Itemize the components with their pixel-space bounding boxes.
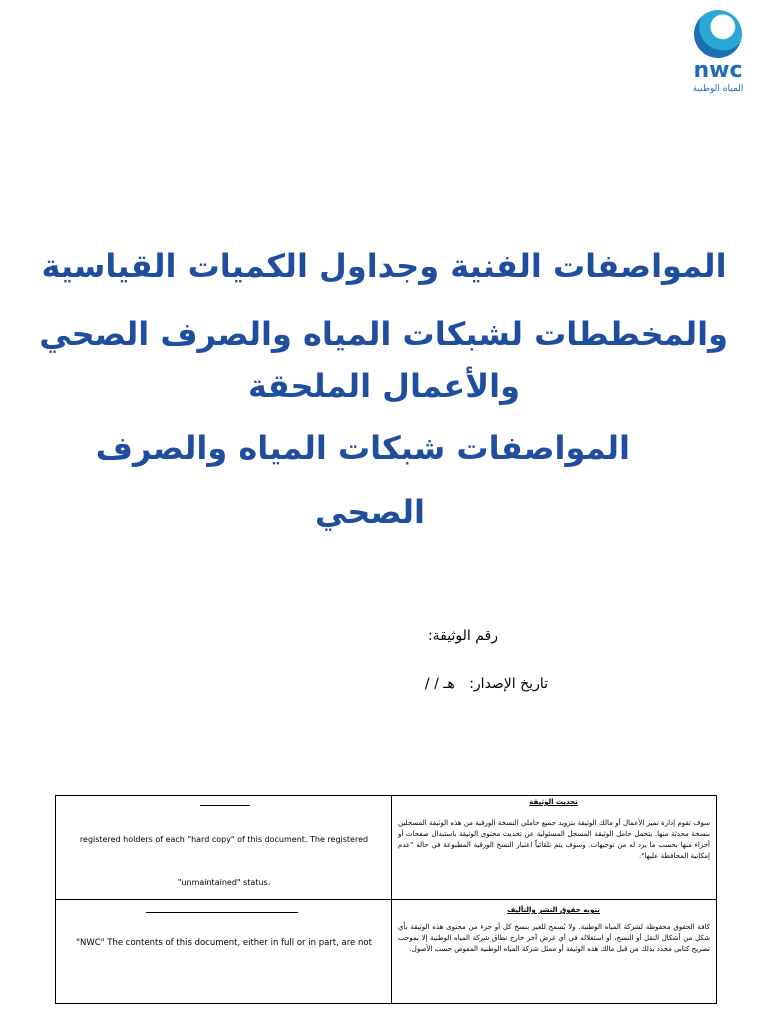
table-cell-left — [56, 900, 392, 1004]
copyright-english-line: "NWC" The contents of this document, either in full or in part, are not — [76, 938, 372, 948]
document-control-table — [55, 795, 717, 1004]
heading-underline — [146, 912, 298, 913]
table-row — [56, 796, 717, 900]
issue-date — [425, 676, 548, 692]
table-cell-right — [392, 900, 717, 1004]
copyright-arabic-text: كافة الحقوق محفوظة لشركة المياه الوطنية. ولا يُسمح للغير بنسخ كل أو جزء من محتوى هذه الوثيقة بأي شكل من أشكال النقل أو النسخ، أو استغلاله في أي غرض آخر خارج نطاق شركة المياه الوطنية إلا بموجب تصريح كتابي محدد بذلك من قبل مالك هذه الوثيقة أو ممثل شركة المياه الوطنية المفوض حسب الأصول. — [398, 923, 710, 953]
title-line-3: والأعمال الملحقة — [248, 367, 520, 405]
table-row — [56, 900, 717, 1004]
subtitle-line-1: المواصفات شبكات المياه والصرف — [95, 429, 630, 467]
title-line-2: والمخططات لشبكات المياه والصرف الصحي — [39, 315, 728, 353]
table-cell-right — [392, 796, 717, 900]
subtitle-line-2: الصحي — [315, 493, 425, 531]
document-update-heading: تحديث الوثيقة — [529, 798, 578, 806]
document-update-english-line2: "unmaintained" status. — [177, 878, 271, 887]
issue-date-value: / / هـ — [424, 676, 455, 692]
heading-underline — [200, 805, 250, 806]
logo-text: nwc — [693, 58, 743, 83]
document-number-label: رقم الوثيقة: — [427, 628, 498, 644]
issue-date-label: تاريخ الإصدار: — [469, 676, 548, 692]
logo-subtext: المياه الوطنية — [692, 84, 744, 94]
nwc-logo — [686, 10, 750, 96]
table-cell-left — [56, 796, 392, 900]
document-update-arabic-text: سوف تقوم إدارة تميز الأعمال أو مالك الوثيقة بتزويد جميع حاملي النسخة الورقية من هذه الوثيقة المسجلين بنسخة محدثة منها. يتحمل حامل الوثيقة المسجل المسئولية عن تحديث محتوى الوثيقة باستبدال صفحات أو أجزاء منها بحسب ما يرد له من توجيهات. وسوف يتم تلقائياً اعتبار النسخ الورقية المطبوعة في حالة "عدم إمكانية المحافظة عليها". — [398, 819, 710, 860]
document-update-english-line1: registered holders of each "hard copy" of this document. The registered — [79, 835, 369, 844]
title-line-1: المواصفات الفنية وجداول الكميات القياسية — [41, 247, 727, 285]
water-drop-icon — [694, 10, 742, 58]
copyright-heading: تنويه حقوق النشر والتأليف — [507, 906, 600, 914]
